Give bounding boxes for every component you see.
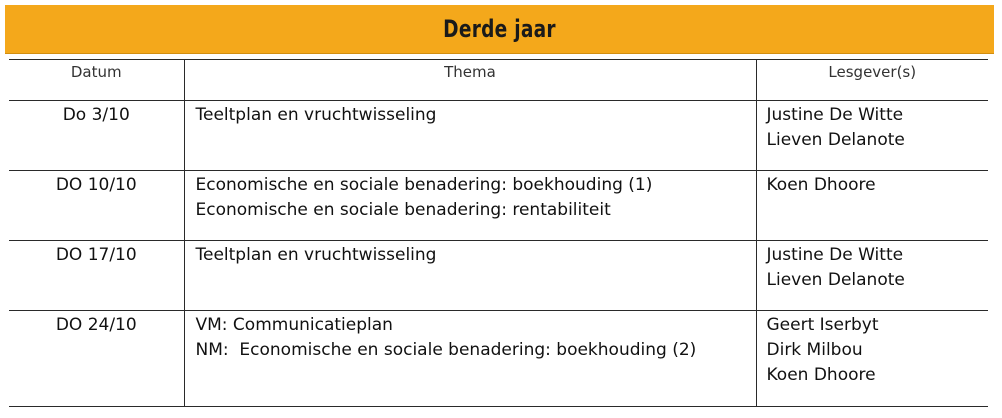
header-date: Datum (9, 60, 184, 101)
theme-line: NM: Economische en sociale benadering: boekhouding (2) (195, 340, 697, 360)
theme-cell (184, 311, 756, 407)
date-cell (9, 311, 184, 407)
teacher-name: Geert Iserbyt (766, 315, 879, 335)
teacher-name: Lieven Delanote (766, 130, 905, 150)
teacher-name: Dirk Milbou (766, 340, 863, 360)
table-title: Derde jaar (443, 15, 556, 43)
teacher-name: Koen Dhoore (766, 175, 876, 195)
teacher-cell (756, 171, 988, 241)
date-cell (9, 101, 184, 171)
header-row (9, 60, 988, 101)
date-cell (9, 241, 184, 311)
theme-line: Teeltplan en vruchtwisseling (195, 105, 437, 125)
teacher-name: Koen Dhoore (766, 365, 876, 385)
theme-line: Economische en sociale benadering: rentabiliteit (195, 200, 611, 220)
theme-cell (184, 171, 756, 241)
teacher-name: Justine De Witte (766, 245, 904, 265)
title-bar (5, 5, 994, 54)
date-text: Do 3/10 (62, 105, 130, 125)
theme-cell (184, 101, 756, 171)
table-row (9, 241, 988, 311)
theme-line: Teeltplan en vruchtwisseling (195, 245, 437, 265)
teacher-cell (756, 311, 988, 407)
header-theme: Thema (184, 60, 756, 101)
teacher-cell (756, 101, 988, 171)
header-teacher: Lesgever(s) (756, 60, 988, 101)
theme-cell (184, 241, 756, 311)
theme-line: Economische en sociale benadering: boekhouding (1) (195, 175, 653, 195)
date-text: DO 17/10 (55, 245, 137, 265)
table-row (9, 311, 988, 407)
date-text: DO 10/10 (55, 175, 137, 195)
schedule-table (9, 59, 988, 407)
table-row (9, 171, 988, 241)
teacher-name: Justine De Witte (766, 105, 904, 125)
table-row (9, 101, 988, 171)
teacher-cell (756, 241, 988, 311)
date-cell (9, 171, 184, 241)
teacher-name: Lieven Delanote (766, 270, 905, 290)
theme-line: VM: Communicatieplan (195, 315, 393, 335)
date-text: DO 24/10 (55, 315, 137, 335)
